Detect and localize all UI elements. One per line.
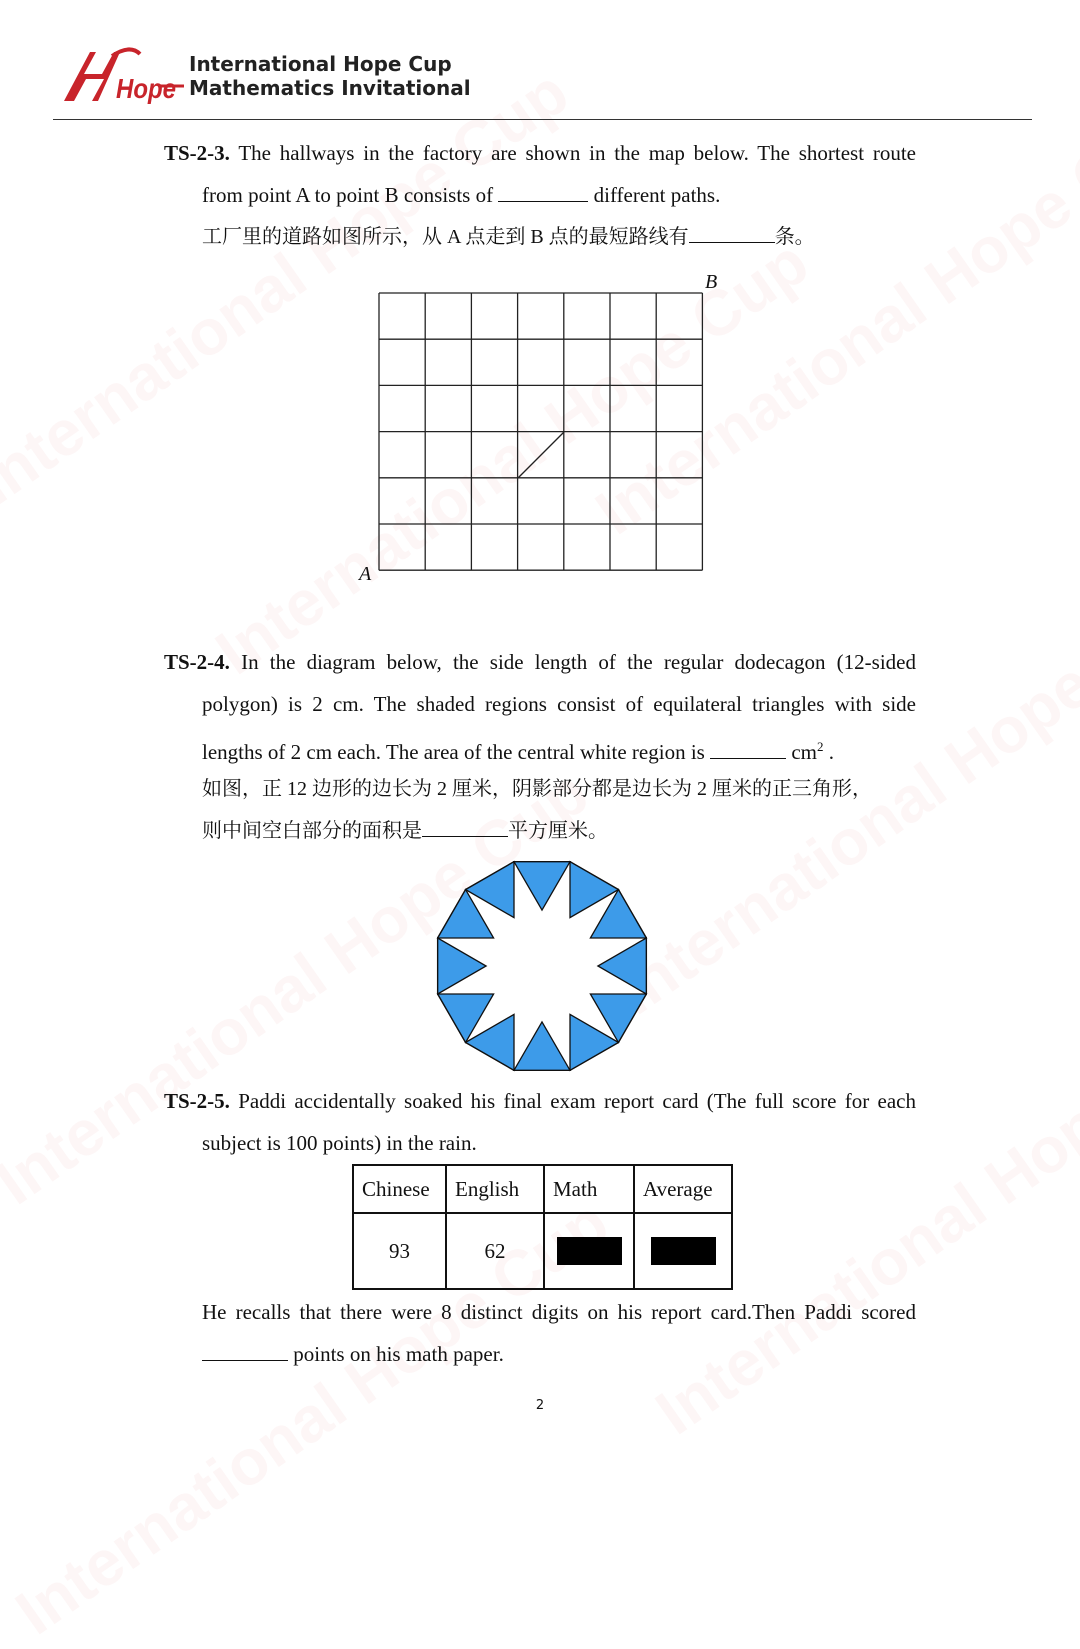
q3-cn-b: 条。 — [774, 226, 815, 248]
label-b: B — [705, 271, 718, 293]
q5-after-text-1: He recalls that there were 8 distinct digits on his report card.Then Paddi scored — [202, 1300, 916, 1324]
q3-line-2 — [202, 174, 916, 216]
header-average: Average — [634, 1165, 732, 1213]
q4-cn-line-1 — [202, 768, 916, 810]
q4-period: . — [828, 740, 834, 764]
q4-line-1 — [164, 641, 916, 683]
table-value-row — [353, 1213, 732, 1289]
q4-cn-2b: 平方厘米。 — [508, 820, 608, 842]
q5-after-text-2: points on his math paper. — [293, 1342, 504, 1366]
q5-text-line-1: Paddi accidentally soaked his final exam report card (The full score for each — [238, 1089, 916, 1113]
hope-logo — [60, 46, 186, 104]
q4-cn-line-2 — [202, 810, 916, 852]
q5-text-line-2: subject is 100 points) in the rain. — [202, 1131, 477, 1155]
q4-dodecagon-figure — [430, 856, 654, 1076]
q3-id: TS-2-3. — [164, 141, 230, 165]
q4-text-line-2: polygon) is 2 cm. The shaded regions consist of equilateral triangles with side — [202, 692, 916, 716]
q3-answer-blank — [498, 181, 588, 202]
q3-cn-blank — [689, 222, 775, 243]
value-math — [544, 1213, 634, 1289]
math-score-redacted — [557, 1237, 622, 1265]
q4-cn-1: 如图，正 12 边形的边长为 2 厘米，阴影部分都是边长为 2 厘米的正三角形， — [202, 778, 872, 800]
q4-unit-sup: 2 — [817, 739, 824, 754]
q4-text-line-3a: lengths of 2 cm each. The area of the central white region is — [202, 740, 705, 764]
q5-after-line-1 — [202, 1291, 916, 1333]
logo-word: Hope — [116, 73, 176, 104]
grid-diagonal — [518, 432, 564, 478]
average-score-redacted — [651, 1237, 716, 1265]
q4-id: TS-2-4. — [164, 650, 230, 674]
q4-cn-2a: 则中间空白部分的面积是 — [202, 820, 422, 842]
logo-line-1: International Hope Cup — [189, 52, 452, 76]
value-average — [634, 1213, 732, 1289]
q4-text-line-1: In the diagram below, the side length of the regular dodecagon (12-sided — [241, 650, 916, 674]
table-header-row — [353, 1165, 732, 1213]
q3-cn-line — [202, 216, 916, 258]
q4-line-3 — [202, 726, 916, 773]
logo-line-2: Mathematics Invitational — [189, 76, 471, 100]
q3-grid-figure — [350, 268, 730, 588]
header-english: English — [446, 1165, 544, 1213]
label-a: A — [359, 563, 372, 585]
q4-answer-blank — [710, 738, 786, 759]
page-header — [0, 0, 1080, 122]
q5-line-1 — [164, 1080, 916, 1122]
q3-text-line-1: The hallways in the factory are shown in the map below. The shortest route — [238, 141, 916, 165]
q5-id: TS-2-5. — [164, 1089, 230, 1113]
header-math: Math — [544, 1165, 634, 1213]
logo-text — [189, 52, 471, 100]
q5-after-line-2 — [202, 1333, 916, 1375]
q4-cn-blank — [422, 816, 508, 837]
q4-unit: cm — [791, 740, 817, 764]
header-chinese: Chinese — [353, 1165, 446, 1213]
header-rule — [53, 119, 1032, 120]
page-number: 2 — [535, 1398, 545, 1413]
q3-line-1 — [164, 132, 916, 174]
q5-line-2 — [202, 1122, 916, 1164]
report-card-table — [352, 1164, 733, 1290]
q4-line-2 — [202, 683, 916, 725]
q3-cn-a: 工厂里的道路如图所示，从 A 点走到 B 点的最短路线有 — [202, 226, 689, 248]
q5-answer-blank — [202, 1340, 288, 1361]
value-english: 62 — [446, 1213, 544, 1289]
value-chinese: 93 — [353, 1213, 446, 1289]
q3-text-line-2a: from point A to point B consists of — [202, 183, 494, 207]
q3-text-line-2b: different paths. — [593, 183, 721, 207]
